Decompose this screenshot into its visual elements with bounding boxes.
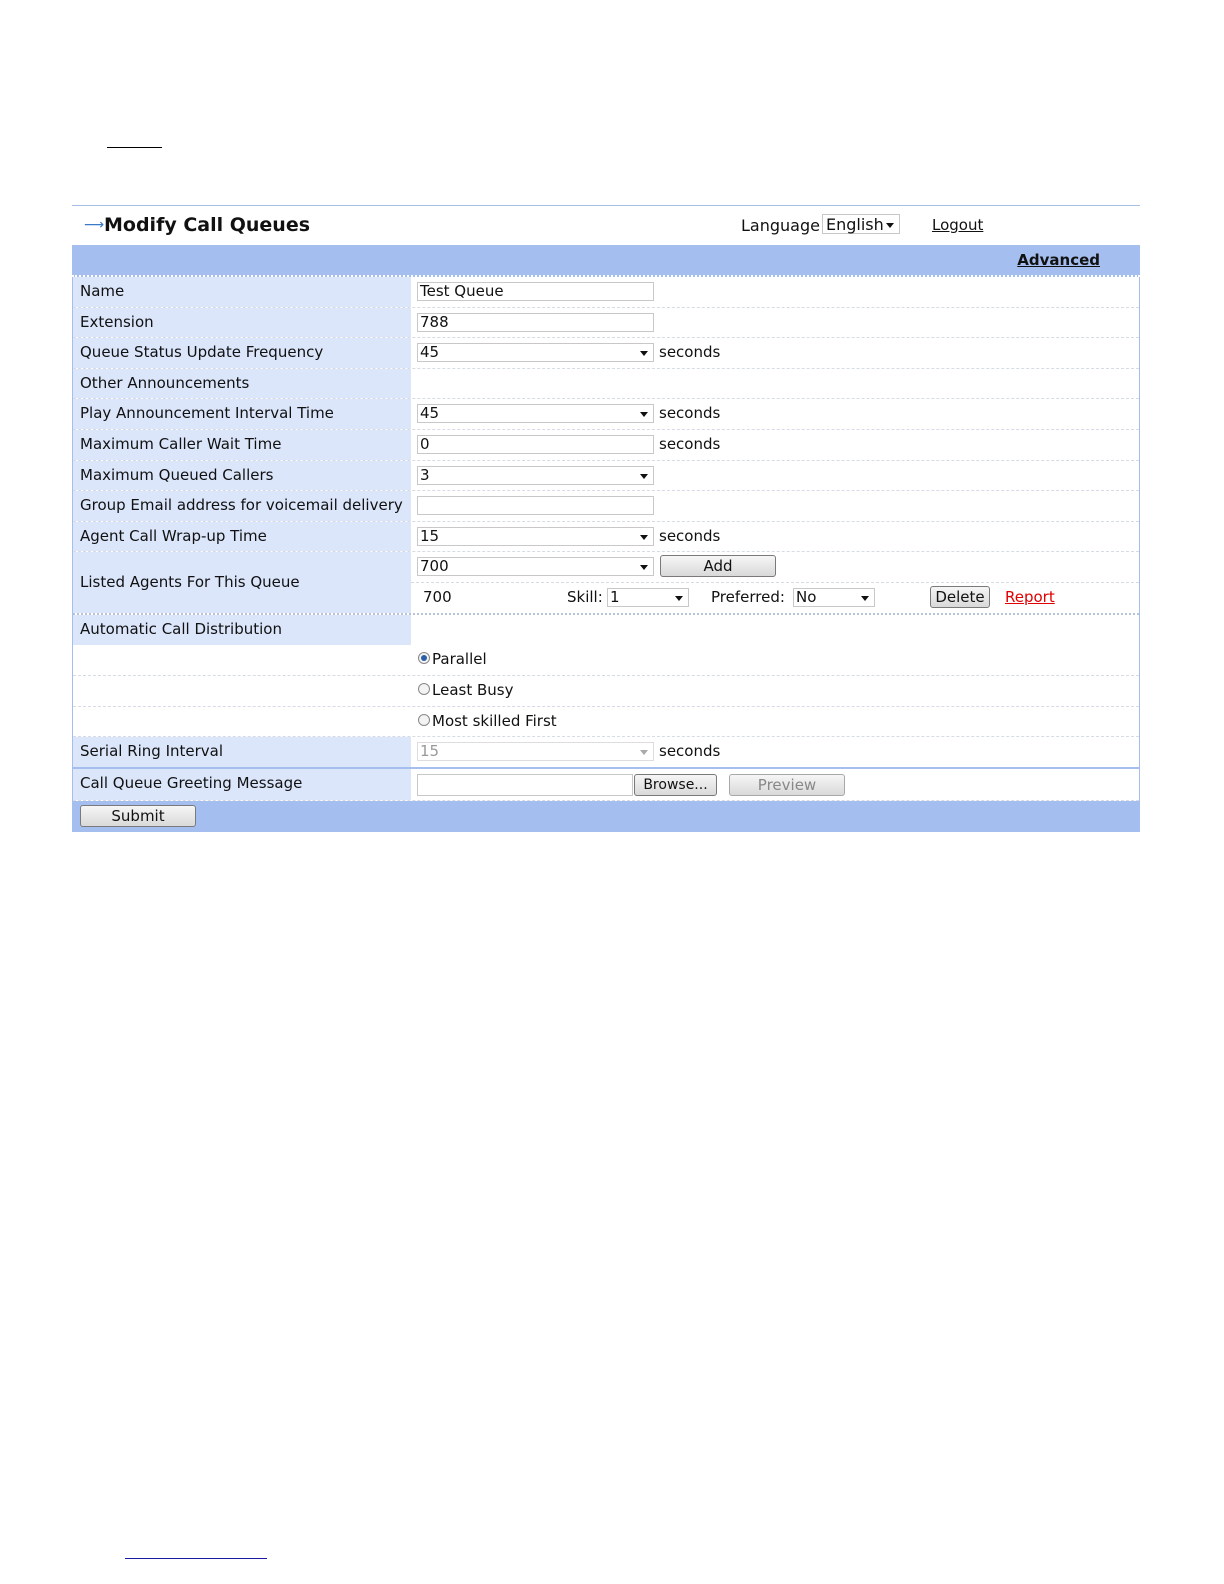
language-label: Language (741, 216, 820, 235)
extension-input[interactable]: 788 (417, 313, 654, 332)
max-callers-select[interactable] (417, 466, 654, 485)
report-link[interactable]: Report (1005, 588, 1055, 607)
chevron-down-icon (640, 565, 648, 570)
agents-divider (411, 582, 1139, 583)
serial-ring-value: 15 (420, 742, 440, 761)
row-other-announcements (73, 369, 1139, 400)
agents-label: Listed Agents For This Queue (73, 552, 411, 613)
wrapup-unit: seconds (659, 526, 721, 545)
advanced-link[interactable]: Advanced (1017, 251, 1100, 269)
radio-parallel-label: Parallel (432, 650, 487, 669)
max-wait-label: Maximum Caller Wait Time (73, 430, 411, 460)
chevron-down-icon (640, 474, 648, 479)
acd-blank-cell (73, 707, 411, 737)
panel-header (72, 205, 1140, 245)
header-rule (107, 147, 162, 148)
announcement-interval-unit: seconds (659, 404, 721, 423)
row-acd-most-skilled (73, 707, 1139, 738)
toolbar-bar (72, 245, 1140, 277)
greeting-file-input[interactable] (417, 774, 633, 796)
delete-agent-button[interactable]: Delete (930, 586, 990, 608)
arrow-right-icon: ⟶ (84, 217, 105, 233)
max-callers-value: 3 (420, 465, 430, 484)
footer-rule (125, 1558, 267, 1559)
modify-call-queues-panel (72, 205, 1140, 832)
row-acd-least-busy (73, 676, 1139, 707)
group-email-input[interactable] (417, 496, 654, 515)
status-frequency-unit: seconds (659, 343, 721, 362)
serial-ring-label: Serial Ring Interval (73, 737, 411, 767)
preferred-value: No (796, 588, 817, 607)
row-max-wait (73, 430, 1139, 461)
row-wrapup (73, 522, 1139, 553)
chevron-down-icon (886, 223, 894, 228)
wrapup-value: 15 (420, 526, 440, 545)
row-extension (73, 308, 1139, 339)
serial-ring-select[interactable] (417, 742, 654, 761)
skill-label: Skill: (567, 588, 603, 607)
announcement-interval-label: Play Announcement Interval Time (73, 399, 411, 429)
name-label: Name (73, 277, 411, 307)
radio-most-skilled-label: Most skilled First (432, 711, 557, 730)
wrapup-label: Agent Call Wrap-up Time (73, 522, 411, 552)
chevron-down-icon (640, 412, 648, 417)
language-value: English (826, 215, 884, 234)
row-announcement-interval (73, 399, 1139, 430)
extension-label: Extension (73, 308, 411, 338)
wrapup-select[interactable] (417, 527, 654, 546)
radio-least-busy[interactable] (418, 683, 430, 695)
agent-select[interactable] (417, 557, 654, 576)
greeting-label: Call Queue Greeting Message (73, 769, 411, 800)
row-acd (73, 615, 1139, 645)
acd-label: Automatic Call Distribution (73, 615, 411, 645)
preferred-label: Preferred: (711, 588, 785, 607)
agent-select-value: 700 (420, 557, 449, 576)
acd-blank-cell (73, 645, 411, 675)
radio-least-busy-label: Least Busy (432, 680, 514, 699)
skill-select[interactable] (607, 588, 689, 607)
row-max-callers (73, 461, 1139, 492)
row-acd-parallel (73, 645, 1139, 676)
announcement-interval-select[interactable] (417, 404, 654, 423)
form-footer (72, 801, 1140, 832)
row-name (73, 277, 1139, 308)
name-input[interactable]: Test Queue (417, 282, 654, 301)
logout-link[interactable]: Logout (932, 216, 984, 234)
chevron-down-icon (640, 351, 648, 356)
row-serial-ring (73, 737, 1139, 769)
browse-button[interactable]: Browse... (634, 774, 717, 796)
status-frequency-label: Queue Status Update Frequency (73, 338, 411, 368)
row-group-email (73, 491, 1139, 522)
serial-ring-unit: seconds (659, 742, 721, 761)
queue-form (72, 277, 1140, 801)
chevron-down-icon (675, 596, 683, 601)
row-agents (73, 552, 1139, 615)
max-wait-unit: seconds (659, 434, 721, 453)
acd-blank-cell (73, 676, 411, 706)
chevron-down-icon (861, 596, 869, 601)
announcement-interval-value: 45 (420, 404, 440, 423)
skill-value: 1 (610, 588, 620, 607)
status-frequency-select[interactable] (417, 343, 654, 362)
group-email-label: Group Email address for voicemail delivery (73, 491, 411, 521)
preferred-select[interactable] (793, 588, 875, 607)
chevron-down-icon (640, 535, 648, 540)
radio-most-skilled[interactable] (418, 714, 430, 726)
preview-button[interactable]: Preview (729, 774, 845, 796)
language-select[interactable] (822, 214, 900, 234)
add-agent-button[interactable]: Add (660, 555, 776, 577)
row-status-frequency (73, 338, 1139, 369)
chevron-down-icon (640, 750, 648, 755)
submit-button[interactable]: Submit (80, 805, 196, 827)
other-announcements-label: Other Announcements (73, 369, 411, 399)
status-frequency-value: 45 (420, 343, 440, 362)
row-greeting (73, 769, 1139, 801)
max-wait-input[interactable]: 0 (417, 435, 654, 454)
radio-parallel[interactable] (418, 652, 430, 664)
page-title: Modify Call Queues (104, 214, 311, 236)
max-callers-label: Maximum Queued Callers (73, 461, 411, 491)
agent-entry-id: 700 (423, 588, 452, 607)
